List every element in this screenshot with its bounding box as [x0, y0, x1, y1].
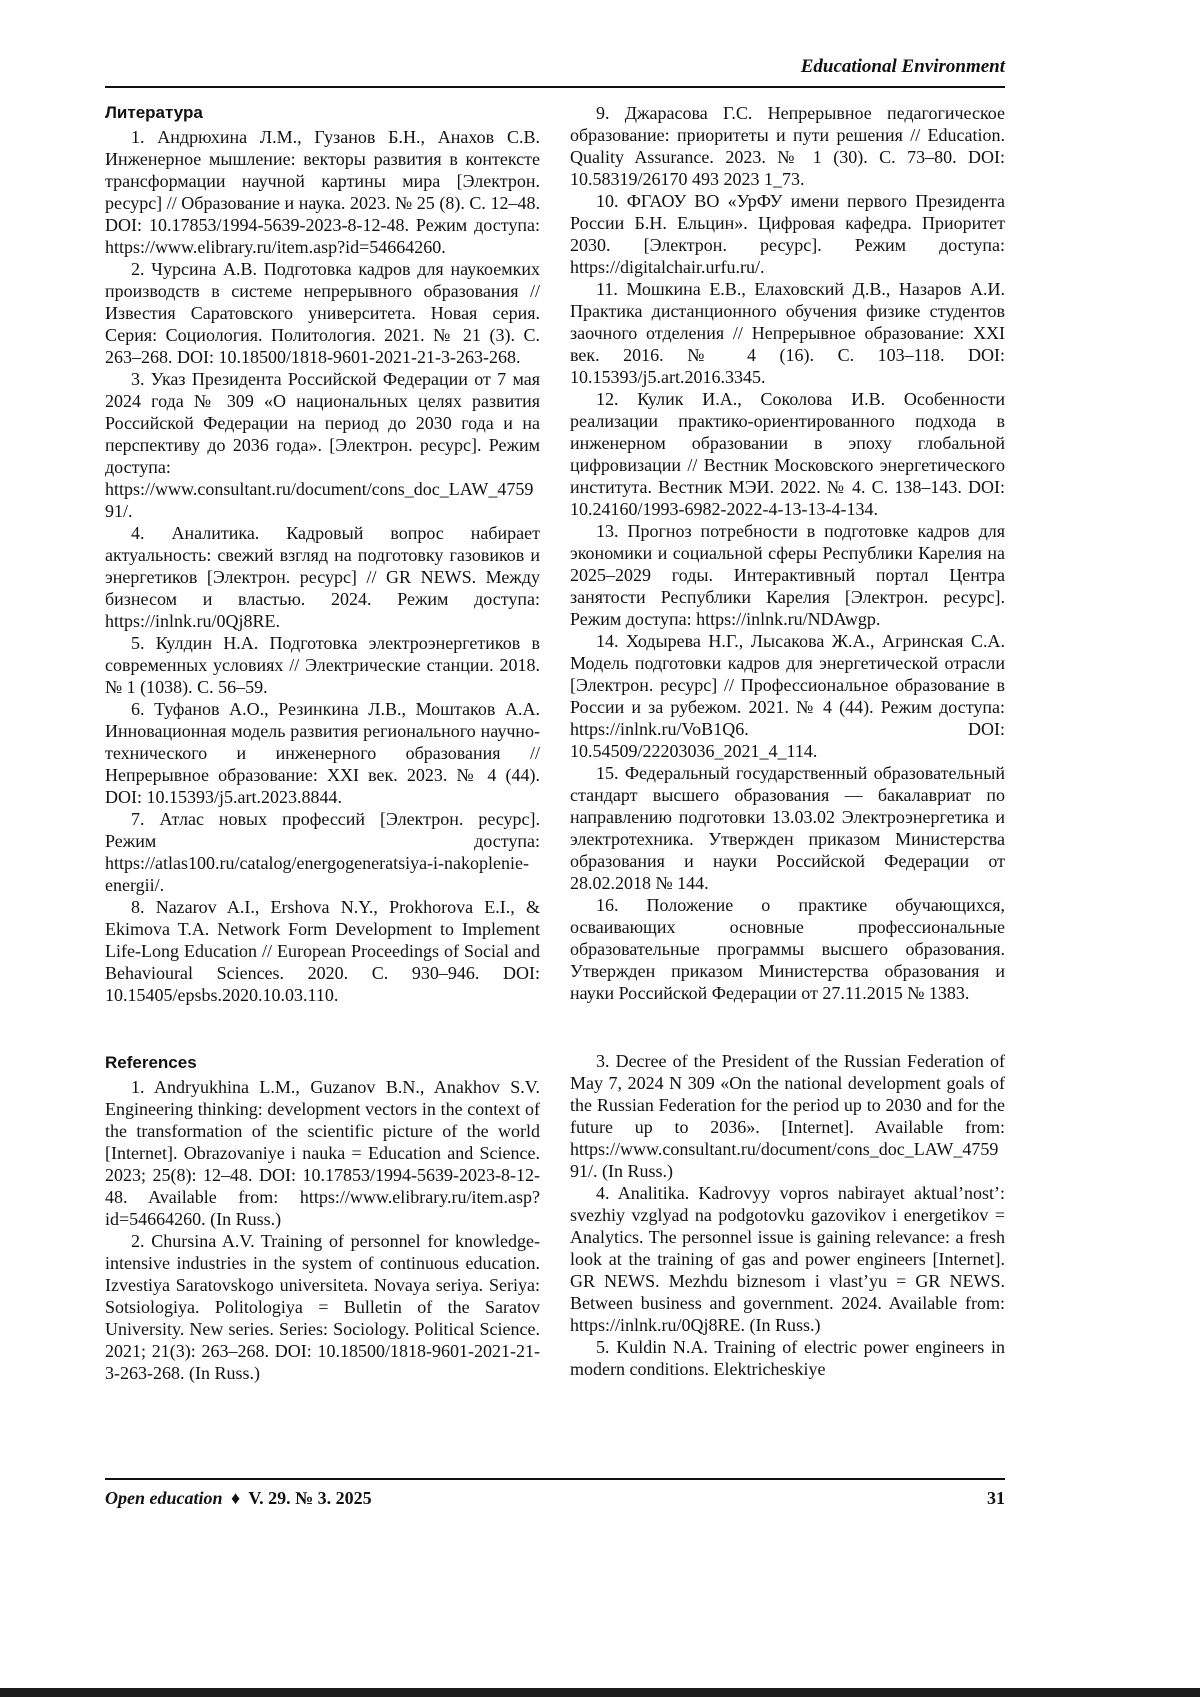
- reference-item: 6. Туфанов А.О., Резинкина Л.В., Моштаков А.А. Инновационная модель развития регионального научно-технического и инженерного образования // Непрерывное образование: XXI век. 2023. № 4 (44). DOI: 10.15393/j5.art.2023.8844.: [105, 699, 540, 807]
- references-en-block-continued: [570, 1050, 1005, 1380]
- reference-item: 9. Джарасова Г.С. Непрерывное педагогическое образование: приоритеты и пути решения // Education. Quality Assurance. 2023. № 1 (30). С. 73–80. DOI: 10.58319/26170 493 2023 1_73.: [570, 103, 1005, 189]
- journal-issue-info: [105, 1487, 372, 1509]
- reference-item: 10. ФГАОУ ВО «УрФУ имени первого Президента России Б.Н. Ельцин». Цифровая кафедра. Приоритет 2030. [Электрон. ресурс]. Режим доступа: https://digitalchair.urfu.ru/.: [570, 191, 1005, 277]
- reference-item: 14. Ходырева Н.Г., Лысакова Ж.А., Агринская С.А. Модель подготовки кадров для энергетической отрасли [Электрон. ресурс] // Профессиональное образование в России и за рубежом. 2021. № 4 (44). Режим доступа: https://inlnk.ru/VoB1Q6. DOI: 10.54509/22203036_2021_4_114.: [570, 631, 1005, 761]
- page-footer: [105, 1478, 1005, 1509]
- literatura-heading: Литература: [105, 103, 203, 122]
- footer-line: [105, 1487, 1005, 1509]
- references-heading: References: [105, 1053, 197, 1072]
- reference-item: 2. Chursina A.V. Training of personnel for knowledge-intensive industries in the system of continuous education. Izvestiya Saratovskogo universiteta. Novaya seriya. Seriya: Sotsiologiya. Politologiya = Bulletin of the Saratov University. New series. Series: Sociology. Political Science. 2021; 21(3): 263–268. DOI: 10.18500/1818-9601-2021-21-3-263-268. (In Russ.): [105, 1231, 540, 1383]
- reference-item: 4. Analitika. Kadrovyy vopros nabirayet aktual’nost’: svezhiy vzglyad na podgotovku gazovikov i energetikov = Analytics. The personnel issue is gaining relevance: a fresh look at the training of gas and power engineers [Internet]. GR NEWS. Mezhdu biznesom i vlast’yu = GR NEWS. Between business and government. 2024. Available from: https://inlnk.ru/0Qj8RE. (In Russ.): [570, 1183, 1005, 1335]
- reference-item: 3. Указ Президента Российской Федерации от 7 мая 2024 года № 309 «О национальных целях развития Российской Федерации на период до 2030 года и на перспективу до 2036 года». [Электрон. ресурс]. Режим доступа: https://www.consultant.ru/document/cons_doc_LAW_475991/.: [105, 369, 540, 521]
- left-column: [105, 102, 540, 1384]
- reference-item: 1. Andryukhina L.M., Guzanov B.N., Anakhov S.V. Engineering thinking: development vectors in the context of the transformation of the scientific picture of the world [Internet]. Obrazovaniye i nauka = Education and Science. 2023; 25(8): 12–48. DOI: 10.17853/1994-5639-2023-8-12-48. Available from: https://www.elibrary.ru/item.asp?id=54664260. (In Russ.): [105, 1077, 540, 1229]
- running-header: Educational Environment: [800, 56, 1005, 77]
- reference-item: 7. Атлас новых профессий [Электрон. ресурс]. Режим доступа: https://atlas100.ru/catalog/energogeneratsiya-i-nakoplenie-energii/.: [105, 809, 540, 895]
- issue-info: V. 29. № 3. 2025: [248, 1488, 372, 1508]
- reference-item: 4. Аналитика. Кадровый вопрос набирает актуальность: свежий взгляд на подготовку газовиков и энергетиков [Электрон. ресурс] // GR NEWS. Между бизнесом и властью. 2024. Режим доступа: https://inlnk.ru/0Qj8RE.: [105, 523, 540, 631]
- reference-item: 12. Кулик И.А., Соколова И.В. Особенности реализации практико-ориентированного подхода в инженерном образовании в эпоху глобальной цифровизации // Вестник Московского энергетического института. Вестник МЭИ. 2022. № 4. С. 138–143. DOI: 10.24160/1993-6982-2022-4-13-13-4-134.: [570, 389, 1005, 519]
- header-rule: [105, 86, 1005, 88]
- reference-item: 15. Федеральный государственный образовательный стандарт высшего образования — бакалавриат по направлению подготовки 13.03.02 Электроэнергетика и электротехника. Утвержден приказом Министерства образования и науки Российской Федерации от 28.02.2018 № 144.: [570, 763, 1005, 893]
- reference-item: 13. Прогноз потребности в подготовке кадров для экономики и социальной сферы Республики Карелия на 2025–2029 годы. Интерактивный портал Центра занятости Республики Карелия [Электрон. ресурс]. Режим доступа: https://inlnk.ru/NDAwgp.: [570, 521, 1005, 629]
- scan-edge-bar: [0, 1688, 1200, 1697]
- references-en-block: [105, 1052, 540, 1384]
- reference-item: 5. Кулдин Н.А. Подготовка электроэнергетиков в современных условиях // Электрические станции. 2018. № 1 (1038). С. 56–59.: [105, 633, 540, 697]
- reference-item: 16. Положение о практике обучающихся, осваивающих основные профессиональные образовательные программы высшего образования. Утвержден приказом Министерства образования и науки Российской Федерации от 27.11.2015 № 1383.: [570, 895, 1005, 1003]
- journal-name: Open education: [105, 1488, 223, 1508]
- literatura-block-continued: [570, 102, 1005, 1004]
- page-number: 31: [987, 1488, 1005, 1508]
- right-column: [570, 102, 1005, 1384]
- literatura-block: [105, 102, 540, 1006]
- footer-rule: [105, 1478, 1005, 1480]
- reference-item: 5. Kuldin N.A. Training of electric power engineers in modern conditions. Elektricheskiye: [570, 1337, 1005, 1379]
- page-header: [105, 56, 1005, 88]
- reference-item: 2. Чурсина А.В. Подготовка кадров для наукоемких производств в системе непрерывного образования // Известия Саратовского университета. Новая серия. Серия: Социология. Политология. 2021. № 21 (3). С. 263–268. DOI: 10.18500/1818-9601-2021-21-3-263-268.: [105, 259, 540, 367]
- diamond-icon: ♦: [231, 1488, 241, 1508]
- two-column-body: [105, 102, 1005, 1384]
- reference-item: 1. Андрюхина Л.М., Гузанов Б.Н., Анахов С.В. Инженерное мышление: векторы развития в контексте трансформации научной картины мира [Электрон. ресурс] // Образование и наука. 2023. № 25 (8). С. 12–48. DOI: 10.17853/1994-5639-2023-8-12-48. Режим доступа: https://www.elibrary.ru/item.asp?id=54664260.: [105, 127, 540, 257]
- reference-item: 3. Decree of the President of the Russian Federation of May 7, 2024 N 309 «On the national development goals of the Russian Federation for the period up to 2030 and for the future up to 2036». [Internet]. Available from: https://www.consultant.ru/document/cons_doc_LAW_475991/. (In Russ.): [570, 1051, 1005, 1181]
- reference-item: 11. Мошкина Е.В., Елаховский Д.В., Назаров А.И. Практика дистанционного обучения физике студентов заочного отделения // Непрерывное образование: XXI век. 2016. № 4 (16). С. 103–118. DOI: 10.15393/j5.art.2016.3345.: [570, 279, 1005, 387]
- reference-item: 8. Nazarov A.I., Ershova N.Y., Prokhorova E.I., & Ekimova T.A. Network Form Development to Implement Life-Long Education // European Proceedings of Social and Behavioural Sciences. 2020. С. 930–946. DOI: 10.15405/epsbs.2020.10.03.110.: [105, 897, 540, 1005]
